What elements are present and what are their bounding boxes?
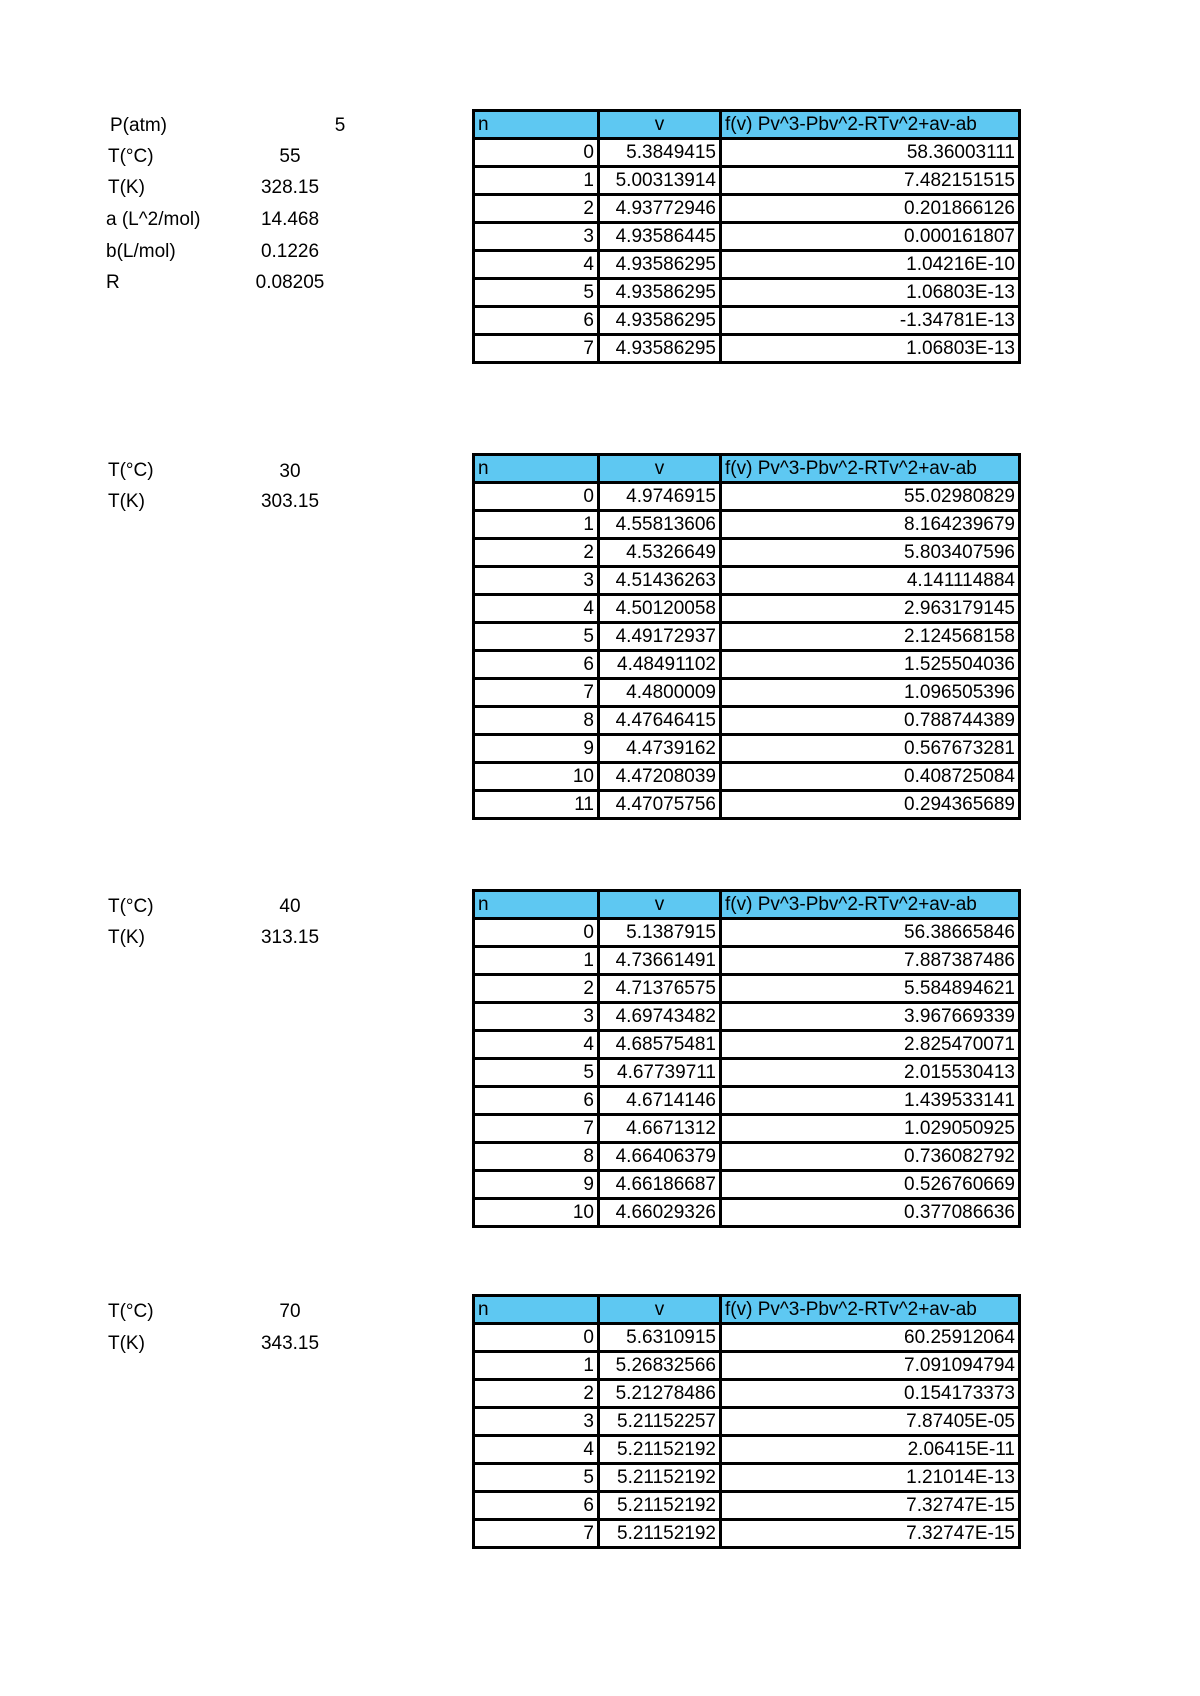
cell-n: 6 (474, 1087, 599, 1115)
cell-n: 5 (474, 1059, 599, 1087)
cell-fv: 1.096505396 (721, 679, 1020, 707)
cell-fv: 1.525504036 (721, 651, 1020, 679)
cell-v: 4.4739162 (599, 735, 721, 763)
cell-n: 5 (474, 623, 599, 651)
header-v: v (599, 891, 721, 919)
cell-fv: 0.294365689 (721, 791, 1020, 819)
cell-fv: 2.963179145 (721, 595, 1020, 623)
cell-fv: 0.377086636 (721, 1199, 1020, 1227)
cell-n: 9 (474, 1171, 599, 1199)
table-row (474, 539, 1020, 567)
cell-fv: 5.584894621 (721, 975, 1020, 1003)
table-row (474, 139, 1020, 167)
temp-k-label: T(K) (108, 491, 145, 512)
table-row (474, 595, 1020, 623)
cell-v: 4.6714146 (599, 1087, 721, 1115)
temp-k-value: 343.15 (260, 1333, 320, 1354)
table-row (474, 975, 1020, 1003)
table-row (474, 567, 1020, 595)
table-row (474, 1352, 1020, 1380)
cell-v: 4.5326649 (599, 539, 721, 567)
temp-k-label: T(K) (108, 927, 145, 948)
cell-v: 5.21152192 (599, 1464, 721, 1492)
table-row (474, 1324, 1020, 1352)
table-row (474, 1380, 1020, 1408)
temp-c-label: T(°C) (108, 1301, 154, 1322)
cell-n: 11 (474, 791, 599, 819)
r-label: R (106, 272, 120, 293)
table-row (474, 483, 1020, 511)
cell-fv: 0.201866126 (721, 195, 1020, 223)
cell-n: 5 (474, 279, 599, 307)
cell-fv: 3.967669339 (721, 1003, 1020, 1031)
cell-n: 3 (474, 567, 599, 595)
cell-fv: 7.091094794 (721, 1352, 1020, 1380)
cell-v: 4.67739711 (599, 1059, 721, 1087)
cell-n: 9 (474, 735, 599, 763)
cell-v: 5.21152257 (599, 1408, 721, 1436)
cell-v: 4.48491102 (599, 651, 721, 679)
cell-n: 8 (474, 1143, 599, 1171)
b-label: b(L/mol) (106, 241, 176, 262)
cell-n: 2 (474, 195, 599, 223)
cell-n: 3 (474, 1408, 599, 1436)
temp-k-label: T(K) (108, 177, 145, 198)
header-v: v (599, 111, 721, 139)
cell-fv: 1.06803E-13 (721, 335, 1020, 363)
table-row (474, 707, 1020, 735)
cell-v: 4.93586295 (599, 251, 721, 279)
header-fv: f(v) Pv^3-Pbv^2-RTv^2+av-ab (721, 455, 1020, 483)
cell-v: 4.66406379 (599, 1143, 721, 1171)
table-row (474, 1003, 1020, 1031)
table-row (474, 919, 1020, 947)
cell-v: 4.68575481 (599, 1031, 721, 1059)
header-n: n (474, 891, 599, 919)
iteration-table-55c (472, 109, 1021, 364)
table-row (474, 1408, 1020, 1436)
table-row (474, 1436, 1020, 1464)
temp-k-label: T(K) (108, 1333, 145, 1354)
cell-v: 4.66029326 (599, 1199, 721, 1227)
r-value: 0.08205 (255, 272, 325, 293)
cell-v: 4.6671312 (599, 1115, 721, 1143)
cell-n: 2 (474, 975, 599, 1003)
cell-n: 1 (474, 167, 599, 195)
table-row (474, 1520, 1020, 1548)
table-row (474, 679, 1020, 707)
cell-fv: 58.36003111 (721, 139, 1020, 167)
table-row (474, 307, 1020, 335)
table-row (474, 651, 1020, 679)
table-row (474, 735, 1020, 763)
iteration-table-40c (472, 889, 1021, 1228)
cell-n: 1 (474, 947, 599, 975)
cell-v: 4.47646415 (599, 707, 721, 735)
temp-c-label: T(°C) (108, 896, 154, 917)
cell-n: 4 (474, 251, 599, 279)
cell-v: 4.93772946 (599, 195, 721, 223)
cell-v: 5.00313914 (599, 167, 721, 195)
a-label: a (L^2/mol) (106, 209, 201, 230)
cell-fv: 7.482151515 (721, 167, 1020, 195)
cell-fv: 1.029050925 (721, 1115, 1020, 1143)
cell-n: 7 (474, 679, 599, 707)
temp-k-value: 328.15 (260, 177, 320, 198)
cell-n: 4 (474, 1031, 599, 1059)
cell-n: 0 (474, 1324, 599, 1352)
cell-fv: -1.34781E-13 (721, 307, 1020, 335)
cell-v: 5.21278486 (599, 1380, 721, 1408)
cell-fv: 5.803407596 (721, 539, 1020, 567)
b-value: 0.1226 (260, 241, 320, 262)
cell-fv: 8.164239679 (721, 511, 1020, 539)
cell-fv: 1.439533141 (721, 1087, 1020, 1115)
cell-v: 4.51436263 (599, 567, 721, 595)
cell-v: 4.47208039 (599, 763, 721, 791)
header-fv: f(v) Pv^3-Pbv^2-RTv^2+av-ab (721, 891, 1020, 919)
header-n: n (474, 455, 599, 483)
cell-n: 0 (474, 139, 599, 167)
cell-fv: 1.06803E-13 (721, 279, 1020, 307)
cell-n: 5 (474, 1464, 599, 1492)
table-row (474, 167, 1020, 195)
table-header-row (474, 1296, 1020, 1324)
table-row (474, 1464, 1020, 1492)
header-fv: f(v) Pv^3-Pbv^2-RTv^2+av-ab (721, 111, 1020, 139)
table-row (474, 1059, 1020, 1087)
table-row (474, 223, 1020, 251)
cell-v: 5.21152192 (599, 1492, 721, 1520)
cell-v: 5.21152192 (599, 1436, 721, 1464)
header-fv: f(v) Pv^3-Pbv^2-RTv^2+av-ab (721, 1296, 1020, 1324)
table-row (474, 279, 1020, 307)
cell-fv: 0.408725084 (721, 763, 1020, 791)
table-row (474, 1171, 1020, 1199)
table-row (474, 251, 1020, 279)
cell-fv: 0.736082792 (721, 1143, 1020, 1171)
cell-n: 7 (474, 335, 599, 363)
table-row (474, 623, 1020, 651)
cell-fv: 2.015530413 (721, 1059, 1020, 1087)
table-row (474, 1087, 1020, 1115)
cell-n: 3 (474, 223, 599, 251)
cell-v: 4.69743482 (599, 1003, 721, 1031)
cell-v: 4.93586295 (599, 335, 721, 363)
table-row (474, 195, 1020, 223)
cell-fv: 0.000161807 (721, 223, 1020, 251)
cell-fv: 4.141114884 (721, 567, 1020, 595)
cell-v: 5.6310915 (599, 1324, 721, 1352)
temp-k-value: 313.15 (260, 927, 320, 948)
cell-n: 10 (474, 1199, 599, 1227)
cell-v: 4.66186687 (599, 1171, 721, 1199)
cell-v: 4.71376575 (599, 975, 721, 1003)
table-row (474, 1492, 1020, 1520)
cell-fv: 7.32747E-15 (721, 1492, 1020, 1520)
cell-n: 3 (474, 1003, 599, 1031)
header-n: n (474, 111, 599, 139)
header-v: v (599, 455, 721, 483)
cell-fv: 55.02980829 (721, 483, 1020, 511)
cell-fv: 0.526760669 (721, 1171, 1020, 1199)
cell-v: 4.93586295 (599, 279, 721, 307)
cell-v: 4.49172937 (599, 623, 721, 651)
cell-n: 6 (474, 651, 599, 679)
table-row (474, 1115, 1020, 1143)
table-row (474, 1143, 1020, 1171)
table-row (474, 1031, 1020, 1059)
temp-c-label: T(°C) (108, 146, 154, 167)
cell-fv: 7.32747E-15 (721, 1520, 1020, 1548)
cell-fv: 7.87405E-05 (721, 1408, 1020, 1436)
table-row (474, 947, 1020, 975)
table-row (474, 763, 1020, 791)
cell-fv: 0.788744389 (721, 707, 1020, 735)
cell-n: 4 (474, 1436, 599, 1464)
temp-c-value: 55 (279, 146, 301, 167)
iteration-table-70c (472, 1294, 1021, 1549)
cell-n: 1 (474, 1352, 599, 1380)
cell-v: 4.93586295 (599, 307, 721, 335)
cell-v: 4.50120058 (599, 595, 721, 623)
temp-c-value: 40 (279, 896, 301, 917)
cell-v: 4.9746915 (599, 483, 721, 511)
cell-n: 10 (474, 763, 599, 791)
cell-fv: 2.06415E-11 (721, 1436, 1020, 1464)
cell-v: 5.1387915 (599, 919, 721, 947)
cell-n: 0 (474, 919, 599, 947)
cell-n: 6 (474, 1492, 599, 1520)
temp-c-value: 30 (279, 461, 301, 482)
cell-n: 4 (474, 595, 599, 623)
cell-fv: 1.04216E-10 (721, 251, 1020, 279)
cell-v: 4.55813606 (599, 511, 721, 539)
cell-v: 4.47075756 (599, 791, 721, 819)
cell-fv: 7.887387486 (721, 947, 1020, 975)
cell-n: 6 (474, 307, 599, 335)
table-row (474, 791, 1020, 819)
temp-c-label: T(°C) (108, 460, 154, 481)
cell-fv: 0.567673281 (721, 735, 1020, 763)
cell-v: 4.73661491 (599, 947, 721, 975)
iteration-table-30c (472, 453, 1021, 820)
cell-v: 5.26832566 (599, 1352, 721, 1380)
cell-n: 7 (474, 1115, 599, 1143)
cell-v: 5.21152192 (599, 1520, 721, 1548)
table-row (474, 511, 1020, 539)
header-n: n (474, 1296, 599, 1324)
a-value: 14.468 (260, 209, 320, 230)
cell-n: 8 (474, 707, 599, 735)
table-header-row (474, 111, 1020, 139)
cell-fv: 0.154173373 (721, 1380, 1020, 1408)
cell-fv: 2.825470071 (721, 1031, 1020, 1059)
header-v: v (599, 1296, 721, 1324)
cell-n: 2 (474, 1380, 599, 1408)
table-header-row (474, 891, 1020, 919)
cell-n: 2 (474, 539, 599, 567)
cell-n: 0 (474, 483, 599, 511)
table-header-row (474, 455, 1020, 483)
cell-v: 4.4800009 (599, 679, 721, 707)
table-row (474, 335, 1020, 363)
pressure-label: P(atm) (110, 115, 167, 136)
cell-n: 7 (474, 1520, 599, 1548)
cell-v: 5.3849415 (599, 139, 721, 167)
temp-c-value: 70 (279, 1301, 301, 1322)
cell-n: 1 (474, 511, 599, 539)
table-row (474, 1199, 1020, 1227)
cell-fv: 2.124568158 (721, 623, 1020, 651)
temp-k-value: 303.15 (260, 491, 320, 512)
cell-fv: 60.25912064 (721, 1324, 1020, 1352)
cell-v: 4.93586445 (599, 223, 721, 251)
pressure-value: 5 (334, 115, 346, 136)
cell-fv: 56.38665846 (721, 919, 1020, 947)
cell-fv: 1.21014E-13 (721, 1464, 1020, 1492)
